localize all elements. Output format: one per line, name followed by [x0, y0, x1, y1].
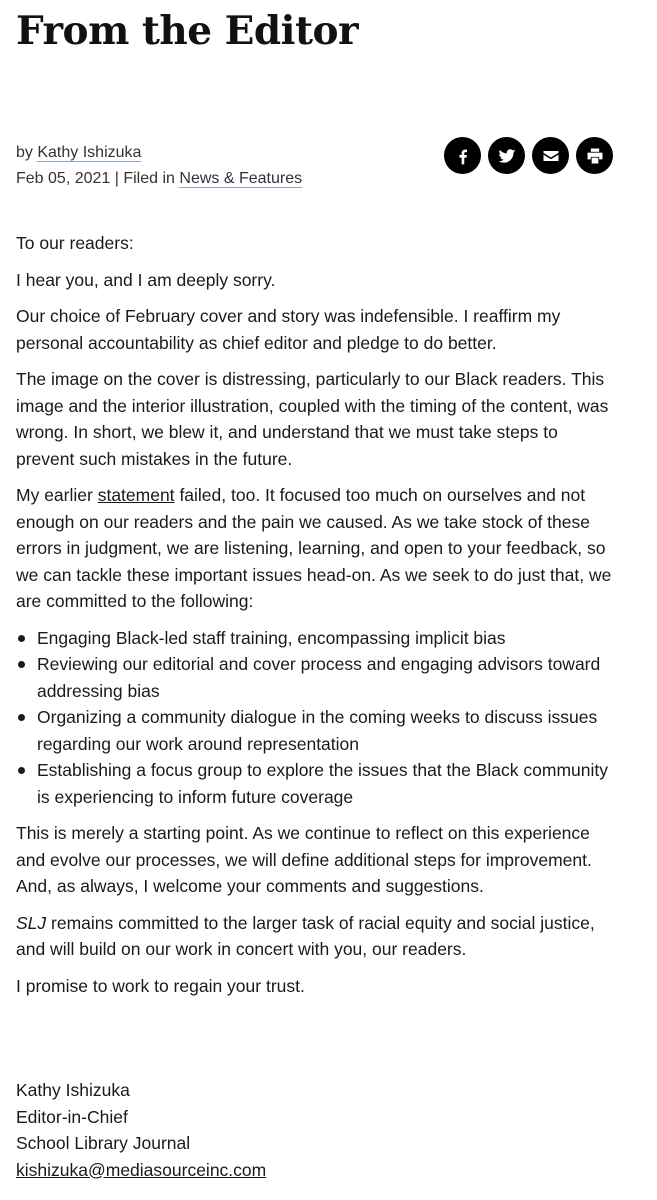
list-item: Reviewing our editorial and cover process and engaging advisors toward addressing bias	[16, 651, 616, 704]
email-link[interactable]: kishizuka@mediasourceinc.com	[16, 1159, 267, 1180]
signature-role: Editor-in-Chief	[16, 1106, 128, 1127]
list-item: Establishing a focus group to explore the issues that the Black community is experiencing to inform future coverage	[16, 757, 616, 810]
twitter-share-button[interactable]	[488, 137, 525, 174]
publication-name: SLJ	[16, 912, 47, 933]
paragraph	[16, 910, 616, 963]
print-icon	[585, 146, 605, 166]
paragraph-text: remains committed to the larger task of racial equity and social justice, and will build on our work in concert with you, our readers.	[16, 912, 595, 959]
article-meta	[16, 140, 316, 192]
signature-block	[16, 1077, 416, 1183]
list-item: Organizing a community dialogue in the coming weeks to discuss issues regarding our work around representation	[16, 704, 616, 757]
byline-prefix: by	[16, 144, 33, 161]
commitments-list	[16, 625, 616, 811]
email-icon	[541, 146, 561, 166]
paragraph-text: My earlier	[16, 485, 93, 505]
filed-prefix: | Filed in	[114, 170, 175, 187]
signature-name: Kathy Ishizuka	[16, 1080, 130, 1100]
twitter-icon	[497, 146, 517, 166]
paragraph: Our choice of February cover and story was indefensible. I reaffirm my personal accountability as chief editor and pledge to do better.	[16, 306, 561, 353]
email-share-button[interactable]	[532, 137, 569, 174]
byline	[16, 140, 316, 166]
facebook-share-button[interactable]	[444, 137, 481, 174]
signature-org: School Library Journal	[16, 1133, 191, 1153]
share-buttons	[444, 137, 613, 174]
paragraph: The image on the cover is distressing, particularly to our Black readers. This image and the interior illustration, coupled with the timing of the content, was wrong. In short, we blew it, and understand that we must take steps to prevent such mistakes in the future.	[16, 369, 609, 469]
salutation: To our readers:	[16, 233, 134, 253]
article-body	[16, 230, 616, 1009]
list-item: Engaging Black-led staff training, encompassing implicit bias	[16, 625, 616, 652]
paragraph: This is merely a starting point. As we continue to reflect on this experience and evolve our processes, we will define additional steps for improvement. And, as always, I welcome your comments and suggestions.	[16, 823, 592, 896]
publish-date: Feb 05, 2021	[16, 170, 111, 187]
date-line	[16, 166, 316, 192]
facebook-icon	[453, 146, 473, 166]
paragraph: I hear you, and I am deeply sorry.	[16, 269, 276, 290]
paragraph-text: failed, too. It focused too much on ourselves and not enough on our readers and the pain we caused. As we take stock of these errors in judgment, we are listening, learning, and open to your feedback, so we can tackle these important issues head-on. As we seek to do just that, we are committed to the following:	[16, 485, 612, 611]
paragraph	[16, 482, 616, 615]
author-link[interactable]: Kathy Ishizuka	[37, 144, 142, 161]
page-title: From the Editor	[16, 8, 359, 54]
paragraph: I promise to work to regain your trust.	[16, 975, 305, 996]
print-button[interactable]	[576, 137, 613, 174]
statement-link[interactable]: statement	[97, 485, 175, 505]
category-link[interactable]: News & Features	[179, 170, 303, 187]
